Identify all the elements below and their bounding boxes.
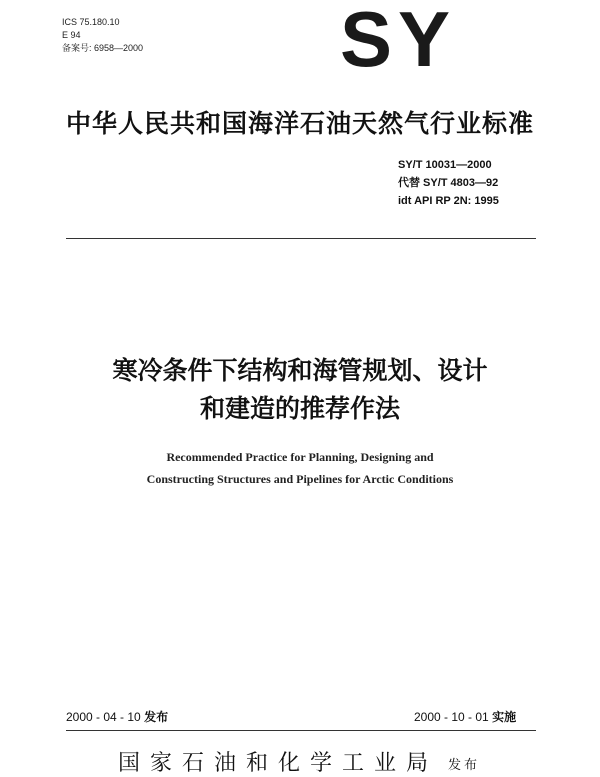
publisher-name: 国家石油和化学工业局 bbox=[118, 751, 439, 776]
metadata-block bbox=[62, 16, 143, 55]
issue-label: 发布 bbox=[144, 710, 169, 724]
effective-label: 实施 bbox=[492, 710, 517, 724]
title-en-line-2: Constructing Structures and Pipelines for Arctic Conditions bbox=[146, 472, 454, 486]
publisher-action: 发布 bbox=[448, 758, 481, 773]
record-number: 备案号: 6958—2000 bbox=[62, 43, 144, 53]
issue-date: 2000 - 04 - 10 bbox=[66, 710, 141, 724]
standard-number: SY/T 10031—2000 bbox=[398, 159, 492, 171]
classification-code: E 94 bbox=[62, 30, 81, 40]
standard-codes bbox=[398, 156, 499, 210]
org-title: 中华人民共和国海洋石油天然气行业标准 bbox=[65, 109, 534, 138]
document-title-cn bbox=[0, 352, 600, 428]
title-cn-line-1: 寒冷条件下结构和海管规划、设计 bbox=[112, 356, 488, 385]
replaces-standard: 代替 SY/T 4803—92 bbox=[398, 177, 499, 189]
title-cn-line-2: 和建造的推荐作法 bbox=[199, 394, 400, 423]
title-en-line-1: Recommended Practice for Planning, Designing and bbox=[166, 450, 434, 464]
effective-date: 2000 - 10 - 01 bbox=[414, 710, 489, 724]
issue-date-block bbox=[66, 708, 168, 725]
footer-divider bbox=[66, 730, 536, 731]
identical-standard: idt API RP 2N: 1995 bbox=[398, 195, 499, 207]
ics-code: ICS 75.180.10 bbox=[62, 17, 120, 27]
sy-logo: SY bbox=[340, 0, 457, 83]
effective-date-block bbox=[414, 708, 516, 725]
header-divider bbox=[66, 238, 536, 239]
document-title-en bbox=[0, 446, 600, 490]
